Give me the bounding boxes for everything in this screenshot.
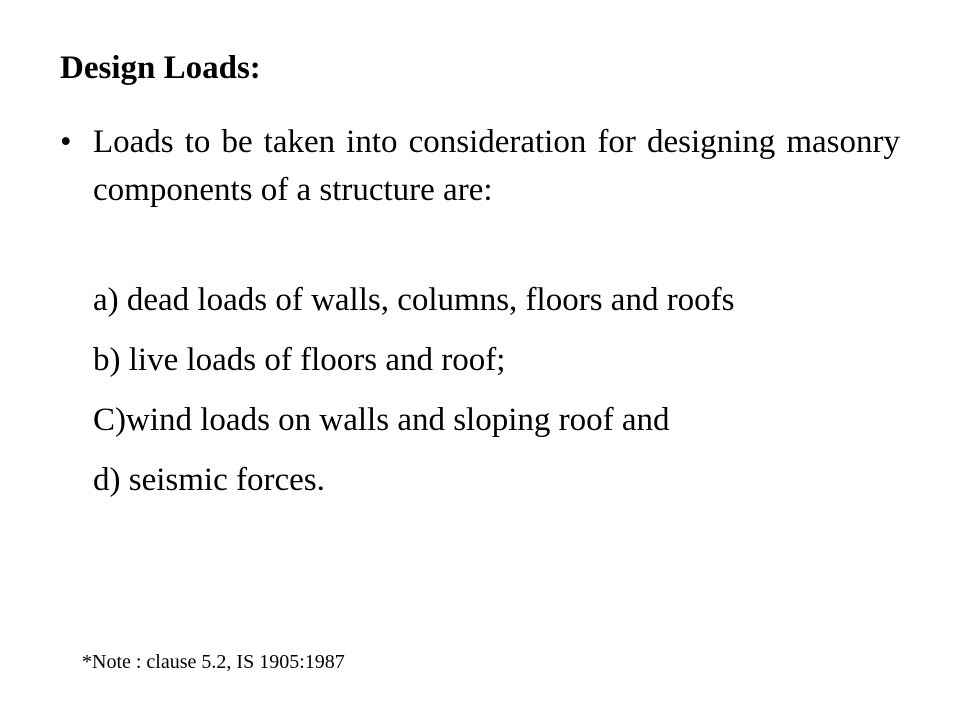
footnote: *Note : clause 5.2, IS 1905:1987	[82, 651, 345, 673]
list-item: a) dead loads of walls, columns, floors and roofs	[93, 282, 735, 318]
slide-title: Design Loads:	[60, 50, 261, 86]
bullet-text: Loads to be taken into consideration for designing masonry components of a structure are:	[93, 124, 900, 208]
list-item: d) seismic forces.	[93, 462, 325, 498]
list-item: C)wind loads on walls and sloping roof and	[93, 402, 670, 438]
bullet-point	[60, 118, 900, 214]
list-item: b) live loads of floors and roof;	[93, 342, 506, 378]
load-list	[93, 276, 900, 516]
bullet-dot-icon: •	[60, 124, 72, 160]
